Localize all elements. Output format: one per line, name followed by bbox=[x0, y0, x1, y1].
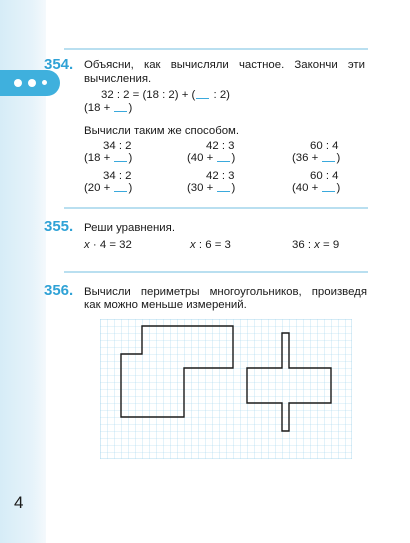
task-expression-part: ) bbox=[128, 182, 133, 194]
task-expression: 34 : 2 bbox=[103, 170, 132, 182]
variable: x bbox=[84, 239, 90, 251]
task-expression-part: ) bbox=[231, 152, 236, 164]
answer-blank[interactable] bbox=[114, 183, 127, 192]
task-expression: 60 : 4 bbox=[310, 140, 339, 152]
instruction-line: Реши уравнения. bbox=[84, 222, 175, 234]
exercise-number: 354. bbox=[44, 56, 74, 73]
section-rule bbox=[64, 48, 368, 50]
task-expression-part: ) bbox=[336, 182, 341, 194]
instruction-line: Объясни, как вычисляли частное. Закончи эти bbox=[84, 59, 365, 71]
task-expression-part: (40 + bbox=[292, 182, 322, 194]
example-text: (18 + bbox=[84, 102, 114, 114]
page-number: 4 bbox=[14, 493, 24, 512]
instruction-line: как можно меньше измерений. bbox=[84, 299, 247, 311]
task-expression-part: ) bbox=[128, 152, 133, 164]
polygons-figure bbox=[100, 319, 352, 459]
example-text: : 2) bbox=[210, 89, 230, 101]
example-text: 32 : 2 = (18 : 2) + ( bbox=[101, 89, 196, 101]
variable: x bbox=[190, 239, 196, 251]
equation bbox=[84, 238, 132, 252]
task-expression: 34 : 2 bbox=[103, 140, 132, 152]
grid-cells bbox=[100, 319, 352, 459]
instruction-line: вычисления. bbox=[84, 73, 152, 85]
graph-paper bbox=[100, 319, 352, 464]
task-expression: 42 : 3 bbox=[206, 140, 235, 152]
example-line bbox=[84, 101, 132, 115]
dot-icon bbox=[28, 79, 36, 87]
task-expression bbox=[187, 151, 235, 165]
task-expression bbox=[84, 151, 132, 165]
equation-text: : 6 = 3 bbox=[195, 239, 231, 251]
task-expression bbox=[292, 151, 340, 165]
task-expression bbox=[292, 181, 340, 195]
task-expression-part: (40 + bbox=[187, 152, 217, 164]
equation bbox=[190, 238, 231, 252]
answer-blank[interactable] bbox=[114, 153, 127, 162]
answer-blank[interactable] bbox=[217, 183, 230, 192]
answer-blank[interactable] bbox=[196, 90, 209, 99]
exercise-number: 355. bbox=[44, 218, 74, 235]
equation-text: = 9 bbox=[319, 239, 340, 251]
example-line bbox=[101, 88, 230, 102]
answer-blank[interactable] bbox=[322, 183, 335, 192]
equation-text: 36 : bbox=[292, 239, 315, 251]
task-expression-part: (20 + bbox=[84, 182, 114, 194]
task-expression bbox=[187, 181, 235, 195]
dot-icon bbox=[42, 80, 47, 85]
task-expression: 60 : 4 bbox=[310, 170, 339, 182]
task-expression-part: (18 + bbox=[84, 152, 114, 164]
section-rule bbox=[64, 207, 368, 209]
task-expression-part: ) bbox=[336, 152, 341, 164]
exercise-number: 356. bbox=[44, 282, 74, 299]
answer-blank[interactable] bbox=[217, 153, 230, 162]
answer-blank[interactable] bbox=[322, 153, 335, 162]
equation-text: · 4 = 32 bbox=[89, 239, 132, 251]
task-expression bbox=[84, 181, 132, 195]
answer-blank[interactable] bbox=[114, 103, 127, 112]
example-text: ) bbox=[128, 102, 133, 114]
task-text: Вычисли таким же способом. bbox=[84, 125, 240, 137]
margin-decoration bbox=[0, 70, 60, 96]
task-expression-part: (36 + bbox=[292, 152, 322, 164]
variable: x bbox=[314, 239, 320, 251]
task-expression: 42 : 3 bbox=[206, 170, 235, 182]
instruction-line: Вычисли периметры многоугольников, произведя bbox=[84, 286, 367, 298]
equation bbox=[292, 238, 339, 252]
dot-icon bbox=[14, 79, 22, 87]
task-expression-part: ) bbox=[231, 182, 236, 194]
section-rule bbox=[64, 271, 368, 273]
task-expression-part: (30 + bbox=[187, 182, 217, 194]
